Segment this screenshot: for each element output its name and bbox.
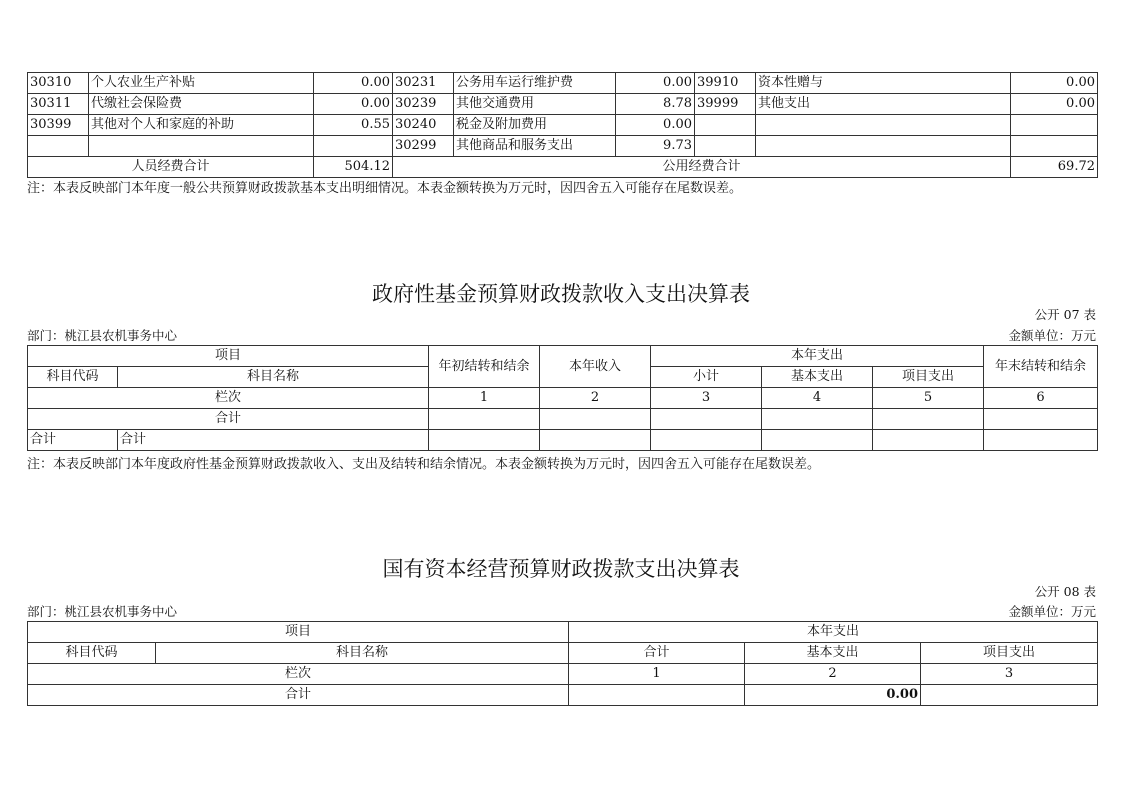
cell: 0.00 <box>616 115 695 136</box>
col-index: 2 <box>540 388 651 409</box>
cell <box>1011 136 1098 157</box>
table8-dept: 部门：桃江县农机事务中心 <box>27 604 178 619</box>
table7-dept: 部门：桃江县农机事务中心 <box>27 328 178 343</box>
cell: 30399 <box>28 115 89 136</box>
column-index-row <box>28 664 1098 685</box>
header-basic: 基本支出 <box>745 643 921 664</box>
header-name: 科目名称 <box>156 643 569 664</box>
personnel-total-value: 504.12 <box>314 157 393 178</box>
cell <box>756 136 1011 157</box>
cell: 税金及附加费用 <box>454 115 616 136</box>
cell: 合计 <box>28 430 118 451</box>
table8-unit: 金额单位：万元 <box>1008 604 1096 619</box>
cell: 其他商品和服务支出 <box>454 136 616 157</box>
cell <box>651 430 762 451</box>
col-index: 4 <box>762 388 873 409</box>
public-total-label: 公用经费合计 <box>393 157 1011 178</box>
cell <box>984 409 1098 430</box>
table8-code: 公开 08 表 <box>1034 584 1096 599</box>
header-subtotal: 小计 <box>651 367 762 388</box>
note: 注：本表反映部门本年度一般公共预算财政拨款基本支出明细情况。本表金额转换为万元时，因四舍五入可能存在尾数误差。 <box>27 181 743 196</box>
cell: 个人农业生产补贴 <box>89 73 314 94</box>
header-project: 项目支出 <box>873 367 984 388</box>
header-code: 科目代码 <box>28 367 118 388</box>
cell: 30310 <box>28 73 89 94</box>
cell: 39999 <box>695 94 756 115</box>
cell: 合计 <box>118 430 429 451</box>
header-row <box>28 622 1098 643</box>
row-col-label: 栏次 <box>28 388 429 409</box>
cell: 0.00 <box>1011 94 1098 115</box>
personnel-total-label: 人员经费合计 <box>28 157 314 178</box>
cell <box>873 409 984 430</box>
cell: 0.00 <box>314 94 393 115</box>
header-row <box>28 346 1098 367</box>
cell <box>984 430 1098 451</box>
table-row <box>28 430 1098 451</box>
header-expend: 本年支出 <box>569 622 1098 643</box>
col-index: 6 <box>984 388 1098 409</box>
header-code: 科目代码 <box>28 643 156 664</box>
header-row <box>28 643 1098 664</box>
state-capital-table <box>27 621 1098 706</box>
cell <box>569 685 745 706</box>
cell <box>429 430 540 451</box>
cell: 0.55 <box>314 115 393 136</box>
cell <box>762 430 873 451</box>
cell <box>1011 115 1098 136</box>
header-project: 项目支出 <box>921 643 1098 664</box>
table-row <box>28 115 1098 136</box>
table-row <box>28 73 1098 94</box>
header-item: 项目 <box>28 346 429 367</box>
cell <box>695 136 756 157</box>
cell: 9.73 <box>616 136 695 157</box>
cell: 其他支出 <box>756 94 1011 115</box>
header-begin-balance: 年初结转和结余 <box>429 346 540 388</box>
header-income: 本年收入 <box>540 346 651 388</box>
column-index-row <box>28 388 1098 409</box>
cell: 0.00 <box>616 73 695 94</box>
basic-total-value: 0.00 <box>745 685 921 706</box>
cell: 其他交通费用 <box>454 94 616 115</box>
col-index: 1 <box>569 664 745 685</box>
cell <box>314 136 393 157</box>
col-index: 2 <box>745 664 921 685</box>
row-col-label: 栏次 <box>28 664 569 685</box>
table-row <box>28 94 1098 115</box>
col-index: 1 <box>429 388 540 409</box>
table7-title: 政府性基金预算财政拨款收入支出决算表 <box>372 282 750 306</box>
cell: 39910 <box>695 73 756 94</box>
header-total: 合计 <box>569 643 745 664</box>
cell <box>540 409 651 430</box>
total-row <box>28 409 1098 430</box>
cell <box>28 136 89 157</box>
cell: 代缴社会保险费 <box>89 94 314 115</box>
header-expend: 本年支出 <box>651 346 984 367</box>
col-index: 3 <box>921 664 1098 685</box>
total-label: 合计 <box>28 409 429 430</box>
total-row <box>28 157 1098 178</box>
cell <box>762 409 873 430</box>
header-item: 项目 <box>28 622 569 643</box>
table7-code: 公开 07 表 <box>1034 307 1096 322</box>
cell: 公务用车运行维护费 <box>454 73 616 94</box>
cell <box>429 409 540 430</box>
note: 注：本表反映部门本年度政府性基金预算财政拨款收入、支出及结转和结余情况。本表金额转换为万元时，因四舍五入可能存在尾数误差。 <box>27 457 821 472</box>
cell <box>89 136 314 157</box>
table8-title: 国有资本经营预算财政拨款支出决算表 <box>382 557 740 581</box>
total-row <box>28 685 1098 706</box>
cell <box>540 430 651 451</box>
cell: 30311 <box>28 94 89 115</box>
table-row <box>28 136 1098 157</box>
cell: 30299 <box>393 136 454 157</box>
header-name: 科目名称 <box>118 367 429 388</box>
cell: 资本性赠与 <box>756 73 1011 94</box>
cell <box>873 430 984 451</box>
cell <box>651 409 762 430</box>
cell: 其他对个人和家庭的补助 <box>89 115 314 136</box>
cell <box>695 115 756 136</box>
cell <box>756 115 1011 136</box>
cell: 0.00 <box>1011 73 1098 94</box>
fund-budget-table <box>27 345 1098 451</box>
col-index: 3 <box>651 388 762 409</box>
col-index: 5 <box>873 388 984 409</box>
basic-expense-detail-table <box>27 72 1098 178</box>
table7-unit: 金额单位：万元 <box>1008 328 1096 343</box>
total-label: 合计 <box>28 685 569 706</box>
cell: 30231 <box>393 73 454 94</box>
header-basic: 基本支出 <box>762 367 873 388</box>
cell: 0.00 <box>314 73 393 94</box>
cell: 8.78 <box>616 94 695 115</box>
cell: 30240 <box>393 115 454 136</box>
header-end-balance: 年末结转和结余 <box>984 346 1098 388</box>
public-total-value: 69.72 <box>1011 157 1098 178</box>
cell: 30239 <box>393 94 454 115</box>
cell <box>921 685 1098 706</box>
